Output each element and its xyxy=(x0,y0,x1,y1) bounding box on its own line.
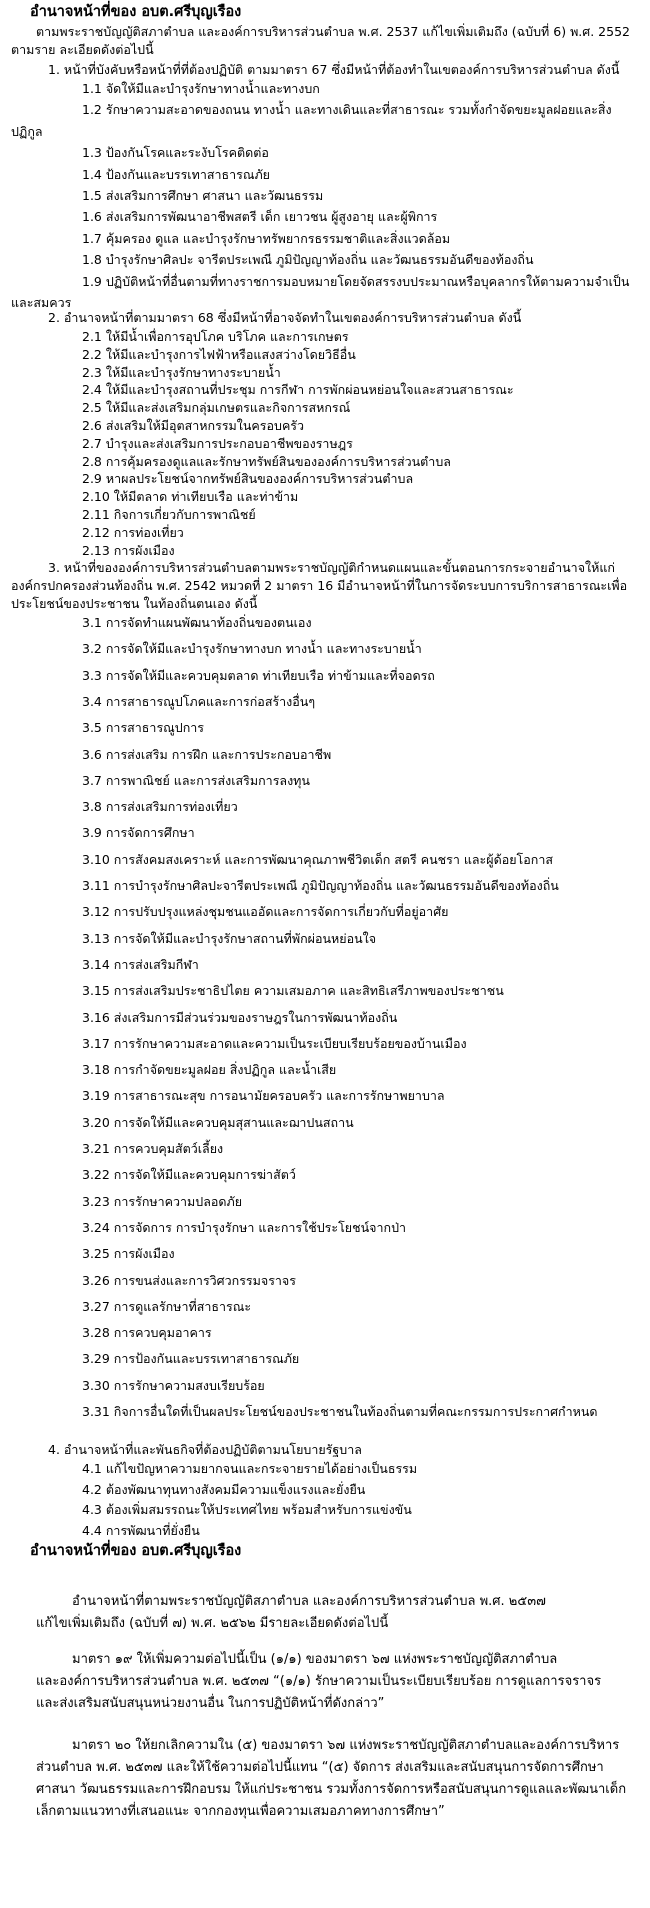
list-item: 1.3 ป้องกันโรคและระงับโรคติดต่อ xyxy=(82,145,269,161)
list-item: 3.1 การจัดทำแผนพัฒนาท้องถิ่นของตนเอง xyxy=(82,615,312,630)
section-3-line: 3. หน้าที่ขององค์การบริหารส่วนตำบลตามพระราชบัญญัติกำหนดแผนและขั้นตอนการกระจายอำนาจให้แก่ xyxy=(48,560,615,575)
list-item: 2.6 ส่งเสริมให้มีอุตสาหกรรมในครอบครัว xyxy=(82,418,305,433)
list-item: 1.6 ส่งเสริมการพัฒนาอาชีพสตรี เด็ก เยาวชน ผู้สูงอายุ และผู้พิการ xyxy=(82,209,438,225)
list-item: 2.3 ให้มีและบำรุงรักษาทางระบายน้ำ xyxy=(82,364,281,380)
list-item: 3.6 การส่งเสริม การฝึก และการประกอบอาชีพ xyxy=(82,746,332,762)
list-item: 4.3 ต้องเพิ่มสมรรถนะให้ประเทศไทย พร้อมสำหรับการแข่งขัน xyxy=(82,1502,412,1517)
list-item: 1.4 ป้องกันและบรรเทาสาธารณภัย xyxy=(82,166,271,182)
list-item: 2.13 การผังเมือง xyxy=(82,542,175,558)
list-item: 3.22 การจัดให้มีและควบคุมการฆ่าสัตว์ xyxy=(82,1167,296,1183)
list-item: 3.5 การสาธารณูปการ xyxy=(82,720,204,736)
list-item: ปฏิกูล xyxy=(11,123,43,139)
list-item: 2.9 หาผลประโยชน์จากทรัพย์สินขององค์การบริหารส่วนตำบล xyxy=(82,471,414,487)
list-item: 3.30 การรักษาความสงบเรียบร้อย xyxy=(82,1377,265,1393)
list-item: 2.2 ให้มีและบำรุงการไฟฟ้าหรือแสงสว่างโดยวิธีอื่น xyxy=(82,346,356,362)
list-item: 3.27 การดูแลรักษาที่สาธารณะ xyxy=(82,1298,252,1314)
intro-line: ตามราย ละเอียดดังต่อไปนี้ xyxy=(11,42,154,57)
list-item: 1.7 คุ้มครอง ดูแล และบำรุงรักษาทรัพยากรธรรมชาติและสิ่งแวดล้อม xyxy=(82,230,451,246)
list-item: 3.9 การจัดการศึกษา xyxy=(82,825,195,841)
list-item: 3.21 การควบคุมสัตว์เลี้ยง xyxy=(82,1141,224,1156)
list-item: 1.2 รักษาความสะอาดของถนน ทางน้ำ และทางเดินและที่สาธารณะ รวมทั้งกำจัดขยะมูลฝอยและสิ่ง xyxy=(82,102,612,118)
heading-authority: อำนาจหน้าที่ของ อบต.ศรีบุญเรือง xyxy=(30,4,242,20)
list-item: 1.1 จัดให้มีและบำรุงรักษาทางน้ำและทางบก xyxy=(82,81,320,96)
list-item: 2.10 ให้มีตลาด ท่าเทียบเรือ และท่าข้าม xyxy=(82,489,299,505)
list-item: 4.4 การพัฒนาที่ยั่งยืน xyxy=(82,1522,200,1538)
list-item: 3.24 การจัดการ การบำรุงรักษา และการใช้ประโยชน์จากป่า xyxy=(82,1219,407,1235)
para-line: เล็กตามแนวทางที่เสนอแนะ จากกองทุนเพื่อความเสมอภาคทางการศึกษา” xyxy=(36,1804,445,1819)
intro-line: ตามพระราชบัญญัติสภาตำบล และองค์การบริหารส่วนตำบล พ.ศ. 2537 แก้ไขเพิ่มเติมถึง (ฉบับที่ 6) พ.ศ. 2552 xyxy=(36,24,630,39)
list-item: 3.4 การสาธารณูปโภคและการก่อสร้างอื่นๆ xyxy=(82,693,316,709)
section-1-heading: 1. หน้าที่บังคับหรือหน้าที่ที่ต้องปฏิบัติ ตามมาตรา 67 ซึ่งมีหน้าที่ต้องทำในเขตองค์การบริหารส่วนตำบล ดังนี้ xyxy=(48,62,620,77)
list-item: 2.4 ให้มีและบำรุงสถานที่ประชุม การกีฬา การพักผ่อนหย่อนใจและสวนสาธารณะ xyxy=(82,382,514,398)
list-item: 3.31 กิจการอื่นใดที่เป็นผลประโยชน์ของประชาชนในท้องถิ่นตามที่คณะกรรมการประกาศกำหนด xyxy=(82,1404,598,1419)
section-3-line: องค์กรปกครองส่วนท้องถิ่น พ.ศ. 2542 หมวดที่ 2 มาตรา 16 มีอำนาจหน้าที่ในการจัดระบบการบริการสาธารณะเพื่อ xyxy=(11,578,628,593)
para-line: และส่งเสริมสนับสนุนหน่วยงานอื่น ในการปฏิบัติหน้าที่ดังกล่าว” xyxy=(36,1696,385,1711)
para-line: แก้ไขเพิ่มเติมถึง (ฉบับที่ ๗) พ.ศ. ๒๕๖๒ มีรายละเอียดดังต่อไปนี้ xyxy=(36,1616,389,1631)
list-item: 3.29 การป้องกันและบรรเทาสาธารณภัย xyxy=(82,1351,300,1367)
list-item: 3.16 ส่งเสริมการมีส่วนร่วมของราษฎรในการพัฒนาท้องถิ่น xyxy=(82,1009,398,1025)
section-4-heading: 4. อำนาจหน้าที่และพันธกิจที่ต้องปฏิบัติตามนโยบายรัฐบาล xyxy=(48,1442,362,1457)
list-item: 3.3 การจัดให้มีและควบคุมตลาด ท่าเทียบเรือ ท่าข้ามและที่จอดรถ xyxy=(82,667,435,683)
list-item: 3.11 การบำรุงรักษาศิลปะจารีตประเพณี ภูมิปัญญาท้องถิ่น และวัฒนธรรมอันดีของท้องถิ่น xyxy=(82,878,559,893)
para-line: และองค์การบริหารส่วนตำบล พ.ศ. ๒๕๓๗ “(๑/๑) รักษาความเป็นระเบียบเรียบร้อย การดูแลการจราจร xyxy=(36,1674,602,1689)
list-item: 2.8 การคุ้มครองดูแลและรักษาทรัพย์สินขององค์การบริหารส่วนตำบล xyxy=(82,453,451,469)
section-3-line: ประโยชน์ของประชาชน ในท้องถิ่นตนเอง ดังนี้ xyxy=(11,596,258,611)
list-item: 3.17 การรักษาความสะอาดและความเป็นระเบียบเรียบร้อยของบ้านเมือง xyxy=(82,1035,467,1051)
list-item: 3.7 การพาณิชย์ และการส่งเสริมการลงทุน xyxy=(82,772,310,788)
para-line: มาตรา ๒๐ ให้ยกเลิกความใน (๕) ของมาตรา ๖๗ แห่งพระราชบัญญัติสภาตำบลและองค์การบริหาร xyxy=(72,1738,620,1753)
list-item: และสมควร xyxy=(11,295,72,310)
list-item: 3.25 การผังเมือง xyxy=(82,1246,175,1262)
list-item: 3.20 การจัดให้มีและควบคุมสุสานและฌาปนสถาน xyxy=(82,1114,354,1130)
list-item: 1.8 บำรุงรักษาศิลปะ จารีตประเพณี ภูมิปัญญาท้องถิ่น และวัฒนธรรมอันดีของท้องถิ่น xyxy=(82,252,534,268)
list-item: 2.1 ให้มีน้ำเพื่อการอุปโภค บริโภค และการเกษตร xyxy=(82,329,349,344)
list-item: 3.2 การจัดให้มีและบำรุงรักษาทางบก ทางน้ำ และทางระบายน้ำ xyxy=(82,641,422,657)
list-item: 3.18 การกำจัดขยะมูลฝอย สิ่งปฏิกูล และน้ำเสีย xyxy=(82,1062,337,1078)
list-item: 3.23 การรักษาความปลอดภัย xyxy=(82,1193,243,1209)
list-item: 3.12 การปรับปรุงแหล่งชุมชนแออัดและการจัดการเกี่ยวกับที่อยู่อาศัย xyxy=(82,904,449,920)
list-item: 2.7 บำรุงและส่งเสริมการประกอบอาชีพของราษฎร xyxy=(82,435,353,451)
para-line: ศาสนา วัฒนธรรมและการฝึกอบรม ให้แก่ประชาชน รวมทั้งการจัดการหรือสนับสนุนการดูแลและพัฒนาเด็ก xyxy=(36,1782,627,1797)
list-item: 3.8 การส่งเสริมการท่องเที่ยว xyxy=(82,799,238,815)
list-item: 4.2 ต้องพัฒนาทุนทางสังคมมีความแข็งแรงและยั่งยืน xyxy=(82,1481,366,1497)
list-item: 4.1 แก้ไขปัญหาความยากจนและกระจายรายได้อย่างเป็นธรรม xyxy=(82,1461,418,1476)
list-item: 3.26 การขนส่งและการวิศวกรรมจราจร xyxy=(82,1272,296,1288)
list-item: 3.10 การสังคมสงเคราะห์ และการพัฒนาคุณภาพชีวิตเด็ก สตรี คนชรา และผู้ด้อยโอกาส xyxy=(82,851,553,867)
para-line: มาตรา ๑๙ ให้เพิ่มความต่อไปนี้เป็น (๑/๑) ของมาตรา ๖๗ แห่งพระราชบัญญัติสภาตำบล xyxy=(72,1652,558,1667)
heading-authority-2: อำนาจหน้าที่ของ อบต.ศรีบุญเรือง xyxy=(30,1543,242,1559)
list-item: 3.15 การส่งเสริมประชาธิปไตย ความเสมอภาค และสิทธิเสรีภาพของประชาชน xyxy=(82,983,504,999)
section-2-heading: 2. อำนาจหน้าที่ตามมาตรา 68 ซึ่งมีหน้าที่อาจจัดทำในเขตองค์การบริหารส่วนตำบล ดังนี้ xyxy=(48,310,522,325)
list-item: 3.19 การสาธารณะสุข การอนามัยครอบครัว และการรักษาพยาบาล xyxy=(82,1088,445,1104)
list-item: 2.11 กิจการเกี่ยวกับการพาณิชย์ xyxy=(82,507,256,522)
list-item: 1.5 ส่งเสริมการศึกษา ศาสนา และวัฒนธรรม xyxy=(82,188,324,203)
list-item: 3.28 การควบคุมอาคาร xyxy=(82,1325,212,1341)
para-line: ส่วนตำบล พ.ศ. ๒๕๓๗ และให้ใช้ความต่อไปนี้แทน “(๕) จัดการ ส่งเสริมและสนับสนุนการจัดการศึกษา xyxy=(36,1760,604,1775)
list-item: 2.5 ให้มีและส่งเสริมกลุ่มเกษตรและกิจการสหกรณ์ xyxy=(82,400,351,416)
list-item: 3.14 การส่งเสริมกีฬา xyxy=(82,956,199,972)
list-item: 2.12 การท่องเที่ยว xyxy=(82,524,184,540)
para-line: อำนาจหน้าที่ตามพระราชบัญญัติสภาตำบล และองค์การบริหารส่วนตำบล พ.ศ. ๒๕๓๗ xyxy=(72,1594,546,1609)
list-item: 3.13 การจัดให้มีและบำรุงรักษาสถานที่พักผ่อนหย่อนใจ xyxy=(82,930,377,946)
list-item: 1.9 ปฏิบัติหน้าที่อื่นตามที่ทางราชการมอบหมายโดยจัดสรรงบประมาณหรือบุคลากรให้ตามความจำเป็น xyxy=(82,273,630,289)
